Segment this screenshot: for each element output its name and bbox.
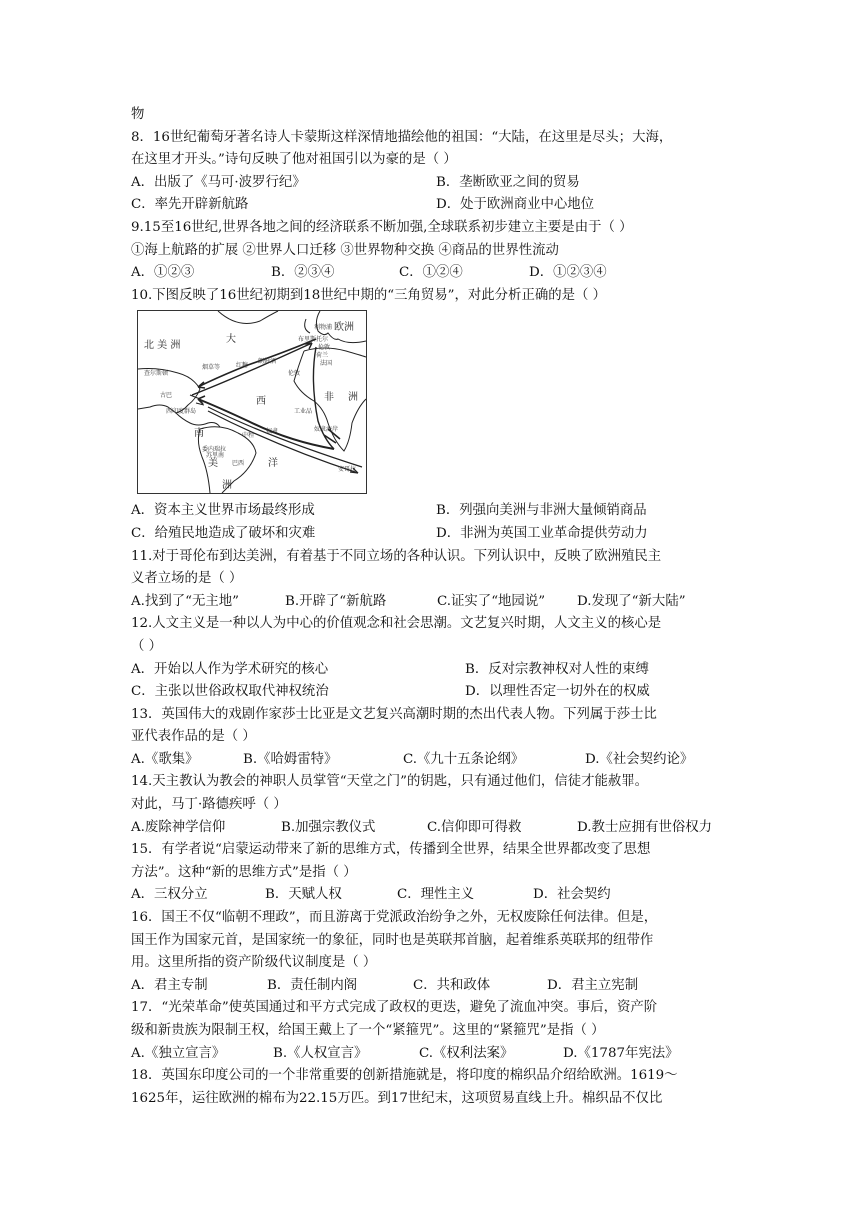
label-small: 巴西 (232, 460, 245, 468)
option-d[interactable]: D．以理性否定一切外在的权威 (465, 684, 650, 700)
question-13: 13．英国伟大的戏剧作家莎士比亚是文艺复兴高潮时期的杰出代表人物。下列属于莎士比 (131, 706, 657, 722)
label-south-nan: 南 (194, 428, 204, 440)
label-zhou: 洲 (348, 392, 358, 404)
question-9: 9.15至16世纪,世界各地之间的经济联系不断加强,全球联系初步建立主要是由于（ ） (131, 219, 633, 235)
options-10b (131, 523, 741, 546)
options-15 (131, 884, 741, 907)
label-small: 委内瑞拉 (202, 446, 227, 454)
options-8b (131, 194, 741, 217)
option-d[interactable]: D.发现了“新大陆” (577, 593, 686, 609)
question-16-cont2: 用。这里所指的资产阶级代议制度是（ ） (131, 955, 377, 971)
question-8-cont: 在这里才开头。”诗句反映了他对祖国引以为豪的是（ ） (131, 152, 457, 168)
option-b[interactable]: B．②③④ (271, 265, 335, 281)
label-small: 奴隶 (266, 428, 279, 436)
label-small: 伦敦 (318, 344, 331, 352)
label-small: 红糖 (236, 362, 249, 370)
label-africa: 非 (324, 392, 334, 404)
question-12-cont: （ ） (131, 638, 163, 654)
label-europe: 欧洲 (334, 322, 354, 334)
options-11 (131, 591, 741, 614)
option-a[interactable]: A．君主专制 (131, 977, 208, 993)
option-c[interactable]: C．①②④ (399, 265, 463, 281)
option-c[interactable]: C．共和政体 (413, 977, 491, 993)
options-13 (131, 749, 741, 772)
label-small: 法国 (320, 360, 333, 368)
label-small: 安哥拉 (338, 466, 357, 474)
option-c[interactable]: C．给殖民地造成了破坏和灾难 (131, 525, 316, 541)
options-9 (131, 262, 741, 285)
label-small: 朗姆酒 (258, 358, 277, 366)
option-c[interactable]: C．理性主义 (397, 887, 475, 903)
question-12: 12.人文主义是一种以人为中心的价值观念和社会思潮。文艺复兴时期，人文主义的核心是 (131, 616, 662, 632)
option-d[interactable]: D．①②③④ (529, 265, 607, 281)
option-a[interactable]: A.《独立宣言》 (131, 1045, 226, 1061)
question-16: 16．国王不仅“临朝不理政”，而且游离于党派政治纷争之外，无权废除任何法律。但是， (131, 910, 658, 926)
label-small: 查尔斯顿 (144, 370, 169, 378)
option-c[interactable]: C.证实了“地园说” (437, 593, 546, 609)
options-10 (131, 500, 741, 523)
triangular-trade-map (137, 310, 367, 494)
question-13-cont: 亚代表作品的是（ ） (131, 729, 256, 745)
option-a[interactable]: A.废除神学信仰 (131, 819, 226, 835)
option-b[interactable]: B.加强宗教仪式 (281, 819, 376, 835)
question-15: 15．有学者说“启蒙运动带来了新的思维方式，传播到全世界，结果全世界都改变了思想 (131, 842, 651, 858)
question-18-cont: 1625年，运往欧洲的棉布为22.15万匹。到17世纪末，这项贸易直线上升。棉织品不仅比 (131, 1090, 663, 1106)
option-b[interactable]: B．垄断欧亚之间的贸易 (436, 174, 580, 190)
label-da: 大 (226, 334, 236, 346)
option-c[interactable]: C．主张以世俗政权取代神权统治 (131, 684, 329, 700)
label-small: 中程 (242, 432, 255, 440)
option-c[interactable]: C.《九十五条论纲》 (403, 751, 525, 767)
option-a[interactable]: A．出版了《马可·波罗行纪》 (131, 174, 306, 190)
question-14-cont: 对此，马丁·路德疾呼（ ） (131, 797, 287, 813)
option-b[interactable]: B．列强向美洲与非洲大量倾销商品 (436, 503, 647, 519)
label-xi: 西 (256, 396, 266, 408)
option-d[interactable]: D．非洲为英国工业革命提供劳动力 (436, 525, 648, 541)
label-south-mei: 美 (208, 458, 218, 470)
question-18: 18．英国东印度公司的一个非常重要的创新措施就是，将印度的棉织品介绍给欧洲。1619～ (131, 1068, 678, 1084)
option-d[interactable]: D.《社会契约论》 (585, 751, 694, 767)
option-a[interactable]: A.找到了“无主地” (131, 593, 239, 609)
question-17: 17．“光荣革命”使英国通过和平方式完成了政权的更迭，避免了流血冲突。事后，资产阶 (131, 1000, 658, 1016)
option-c[interactable]: C.信仰即可得救 (427, 819, 522, 835)
label-small: 工业品 (294, 408, 313, 416)
label-small: 布里斯托尔 (298, 336, 329, 344)
options-14 (131, 817, 741, 840)
option-d[interactable]: D．处于欧洲商业中心地位 (436, 197, 595, 213)
label-small: 烟草等 (202, 364, 221, 372)
question-11-cont: 义者立场的是（ ） (131, 571, 243, 587)
label-small: 利物浦 (314, 324, 333, 332)
label-small: 奴隶海岸 (314, 426, 339, 434)
option-a[interactable]: A．资本主义世界市场最终形成 (131, 503, 315, 519)
option-b[interactable]: B．天赋人权 (265, 887, 342, 903)
text-line: 物 (131, 107, 145, 122)
option-b[interactable]: B.《人权宣言》 (273, 1045, 368, 1061)
options-17 (131, 1043, 741, 1066)
label-small: 伦敦 (288, 370, 301, 378)
label-yang: 洋 (268, 458, 278, 470)
option-b[interactable]: B．反对宗教神权对人性的束缚 (465, 661, 649, 677)
option-a[interactable]: A．①②③ (131, 265, 195, 281)
option-c[interactable]: C．率先开辟新航路 (131, 197, 249, 213)
option-b[interactable]: B.开辟了“新航路 (285, 593, 387, 609)
option-a[interactable]: A．开始以人作为学术研究的核心 (131, 661, 329, 677)
question-14: 14.天主教认为教会的神职人员掌管“天堂之门”的钥匙，只有通过他们，信徒才能赦罪。 (131, 774, 649, 790)
exam-page (131, 104, 741, 1110)
question-9-items: ①海上航路的扩展 ②世界人口迁移 ③世界物种交换 ④商品的世界性流动 (131, 242, 559, 258)
question-17-cont: 级和新贵族为限制王权，给国王戴上了一个“紧箍咒”。这里的“紧箍咒”是指（ ） (131, 1023, 605, 1038)
question-16-cont: 国王作为国家元首，是国家统一的象征，同时也是英联邦首脑，起着维系英联邦的纽带作 (131, 932, 654, 948)
label-small: 西印度群岛 (166, 408, 197, 416)
options-16 (131, 975, 741, 998)
option-c[interactable]: C.《权利法案》 (419, 1045, 514, 1061)
options-12b (131, 681, 741, 704)
option-d[interactable]: D.教士应拥有世俗权力 (577, 819, 713, 835)
question-11: 11.对于哥伦布到达美洲，有着基于不同立场的各种认识。下列认识中，反映了欧洲殖民主 (131, 548, 662, 564)
option-a[interactable]: A．三权分立 (131, 887, 208, 903)
option-b[interactable]: B．责任制内阁 (267, 977, 358, 993)
question-8: 8．16世纪葡萄牙著名诗人卡蒙斯这样深情地描绘他的祖国：“大陆，在这里是尽头；大海， (131, 129, 673, 145)
option-b[interactable]: B.《哈姆雷特》 (243, 751, 338, 767)
label-small: 苏里南 (206, 452, 225, 460)
option-d[interactable]: D．君主立宪制 (547, 977, 639, 993)
question-15-cont: 方法”。这种“新的思维方式”是指（ ） (131, 864, 357, 880)
label-small: 荷兰 (316, 352, 329, 360)
question-10: 10.下图反映了16世纪初期到18世纪中期的“三角贸易”，对此分析正确的是（ ） (131, 287, 607, 303)
option-d[interactable]: D．社会契约 (533, 887, 611, 903)
label-north-america: 北 美 洲 (144, 340, 181, 352)
label-small: 古巴 (160, 392, 173, 400)
options-12 (131, 659, 741, 682)
options-8 (131, 172, 741, 195)
option-a[interactable]: A.《歌集》 (131, 751, 199, 767)
option-d[interactable]: D.《1787年宪法》 (563, 1045, 679, 1061)
label-south-zhou: 洲 (222, 480, 232, 492)
